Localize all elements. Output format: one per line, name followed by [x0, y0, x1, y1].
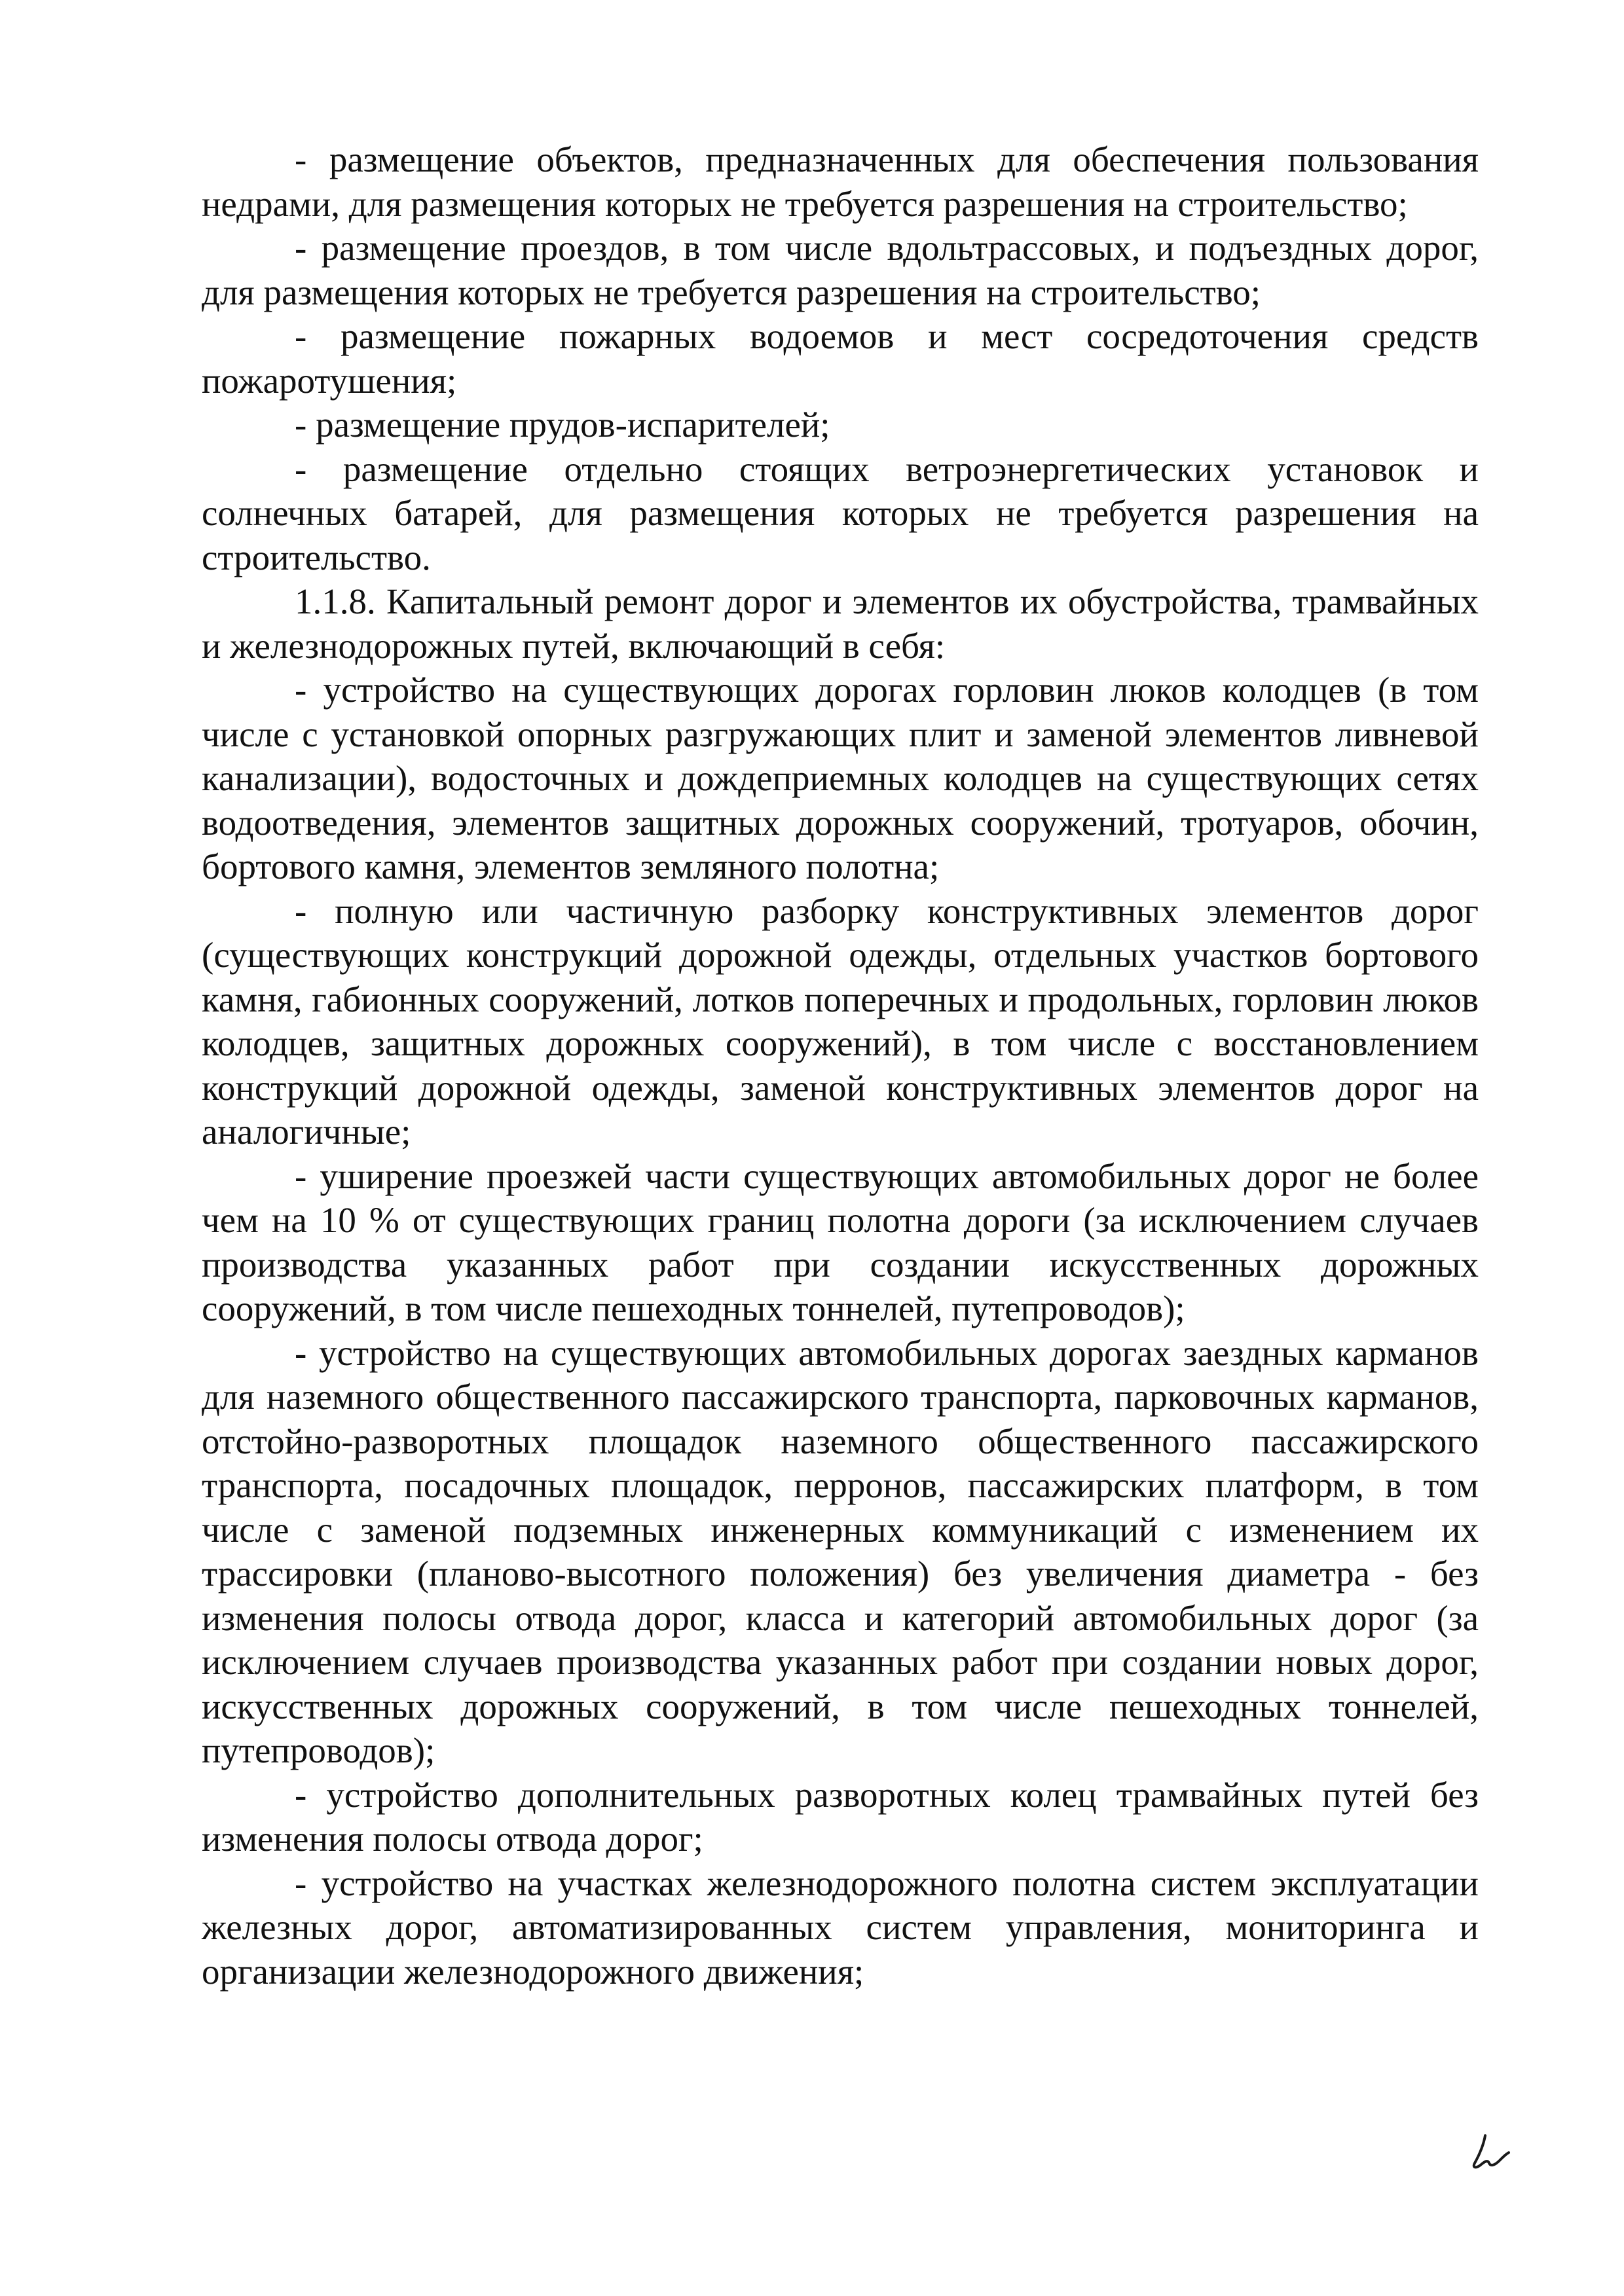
paragraph-carriageway-widening: - уширение проезжей части существующих автомобильных дорог не более чем на 10 % от существующих границ полотна дороги (за исключением случаев производства указанных работ при создании искусственных дорожных сооружений, в том числе пешеходных тоннелей, путепроводов);: [202, 1156, 1479, 1328]
paragraph-bus-bays-and-platforms: - устройство на существующих автомобильных дорогах заездных карманов для наземного общественного пассажирского транспорта, парковочных карманов, отстойно-разворотных площадок наземного общественного пассажирского транспорта, посадочных площадок, перронов, пассажирских платформ, в том числе с заменой подземных инженерных коммуникаций с изменением их трассировки (планово-высотного положения) без увеличения диаметра - без изменения полосы отвода дорог, класса и категорий автомобильных дорог (за исключением случаев производства указанных работ при создании новых дорог, искусственных дорожных сооружений, в том числе пешеходных тоннелей, путепроводов);: [202, 1332, 1479, 1770]
paragraph-wind-and-solar-installations: - размещение отдельно стоящих ветроэнергетических установок и солнечных батарей, для размещения которых не требуется разрешения на строительство.: [202, 448, 1479, 577]
paragraph-manhole-necks-and-wells: - устройство на существующих дорогах горловин люков колодцев (в том числе с установкой опорных разгружающих плит и заменой элементов ливневой канализации), водосточных и дождеприемных колодцев на существующих сетях водоотведения, элементов защитных дорожных сооружений, тротуаров, обочин, бортового камня, элементов земляного полотна;: [202, 670, 1479, 886]
section-heading-1-1-8: 1.1.8. Капитальный ремонт дорог и элементов их обустройства, трамвайных и железнодорожных путей, включающий в себя:: [202, 581, 1479, 666]
paragraph-railway-systems: - устройство на участках железнодорожного полотна систем эксплуатации железных дорог, автоматизированных систем управления, мониторинга и организации железнодорожного движения;: [202, 1863, 1479, 1992]
paragraph-tram-turning-loops: - устройство дополнительных разворотных колец трамвайных путей без изменения полосы отвода дорог;: [202, 1774, 1479, 1859]
paragraph-driveways-and-access-roads: - размещение проездов, в том числе вдольтрассовых, и подъездных дорог, для размещения которых не требуется разрешения на строительство;: [202, 228, 1479, 312]
paragraph-fire-reservoirs: - размещение пожарных водоемов и мест сосредоточения средств пожаротушения;: [202, 316, 1479, 401]
handwritten-initials-mark: [1466, 2133, 1511, 2172]
paragraph-dismantling-road-elements: - полную или частичную разборку конструктивных элементов дорог (существующих конструкций дорожной одежды, отдельных участков бортового камня, габионных сооружений, лотков поперечных и продольных, горловин люков колодцев, защитных дорожных сооружений), в том числе с восстановлением конструкций дорожной одежды, заменой конструктивных элементов дорог на аналогичные;: [202, 890, 1479, 1152]
paragraph-subsoil-use-objects: - размещение объектов, предназначенных для обеспечения пользования недрами, для размещения которых не требуется разрешения на строительство;: [202, 139, 1479, 224]
paragraph-evaporation-ponds: - размещение прудов-испарителей;: [295, 405, 830, 445]
document-body: [202, 137, 1479, 1994]
